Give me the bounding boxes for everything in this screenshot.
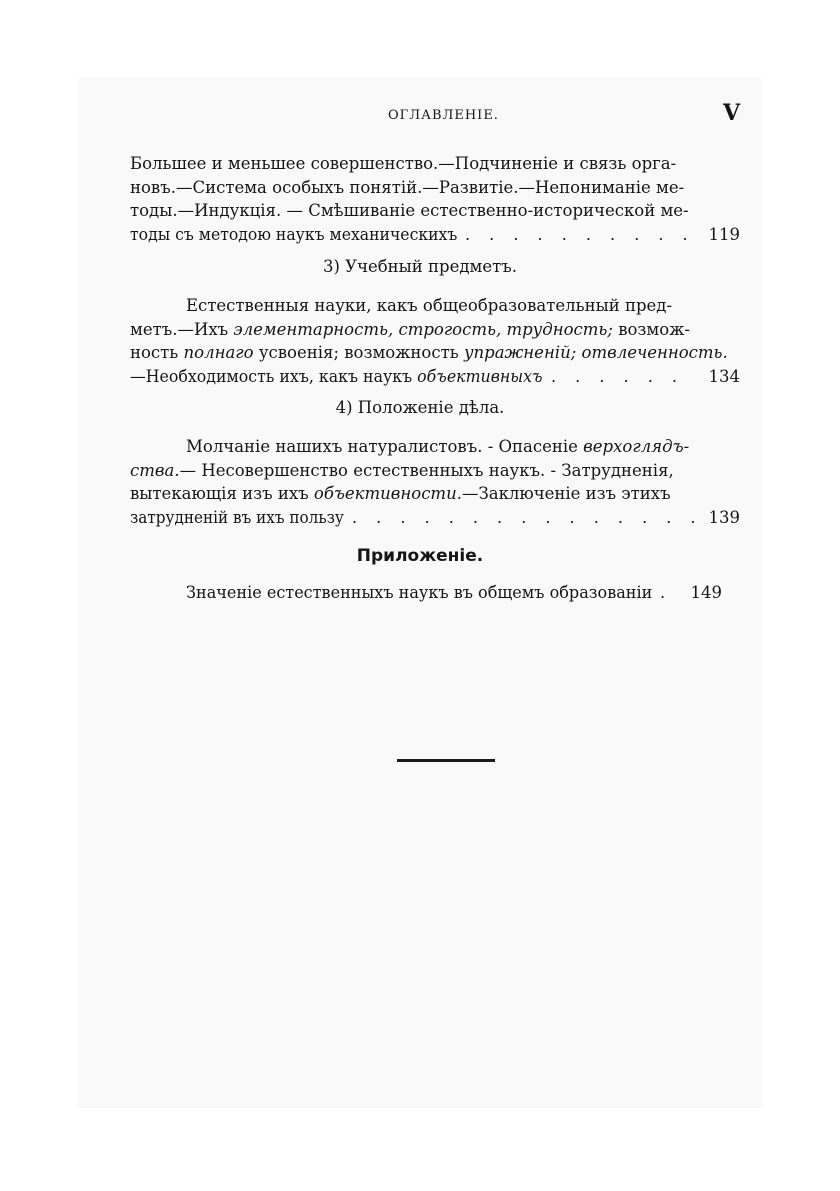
dot-leader <box>465 223 696 247</box>
toc-entry-appendix <box>130 581 740 605</box>
toc-entry-section2 <box>130 152 740 246</box>
toc-entry-section4 <box>130 435 740 529</box>
dot-leader <box>551 365 696 389</box>
toc-line-with-page: затрудненій въ ихъ пользу . . . 139 <box>130 506 740 530</box>
toc-line: Молчаніе нашихъ натуралистовъ. - Опасеніе верхоглядъ- <box>186 437 690 456</box>
page-number: 149 <box>690 583 722 602</box>
running-header: ОГЛАВЛЕНІЕ. <box>388 108 499 123</box>
toc-line: ства.— Несовершенство естественныхъ наукъ. - Затрудненія, <box>130 460 674 480</box>
toc-entry-section3 <box>130 294 740 388</box>
toc-line: тоды.—Индукція. — Смѣшиваніе естественно-исторической ме- <box>130 201 689 220</box>
toc-line-with-page: тоды съ методою наукъ механическихъ . . . 119 <box>130 223 740 247</box>
toc-line: Большее и меньшее совершенство.—Подчиненіе и связь орга- <box>130 154 677 173</box>
toc-line: вытекающія изъ ихъ объективности.—Заключеніе изъ этихъ <box>130 484 671 503</box>
page-number: 134 <box>708 366 740 386</box>
dot-leader <box>352 506 696 530</box>
page-number: 139 <box>708 507 740 527</box>
closing-rule <box>397 759 495 762</box>
toc-line: ность полнаго усвоенія; возможность упражненій; отвлеченность. <box>130 343 728 362</box>
page-numeral: V <box>723 100 741 126</box>
toc-line: метъ.—Ихъ элементарность, строгость, трудность; возмож- <box>130 319 690 339</box>
toc-line-with-page: Значеніе естественныхъ наукъ въ общемъ образованіи . . . 149 <box>130 581 740 605</box>
toc-line: новъ.—Система особыхъ понятій.—Развитіе.—Непониманіе ме- <box>130 177 685 197</box>
section-heading: 3) Учебный предметъ. <box>322 257 518 276</box>
toc-line-with-page: —Необходимость ихъ, какъ наукъ объективныхъ . . . 134 <box>130 365 740 389</box>
appendix-heading: Приложеніе. <box>356 546 484 566</box>
section-heading: 4) Положеніе дѣла. <box>335 398 505 417</box>
dot-leader <box>660 581 678 605</box>
page-number: 119 <box>708 224 740 244</box>
toc-line: Естественныя науки, какъ общеобразовательный пред- <box>186 296 673 315</box>
